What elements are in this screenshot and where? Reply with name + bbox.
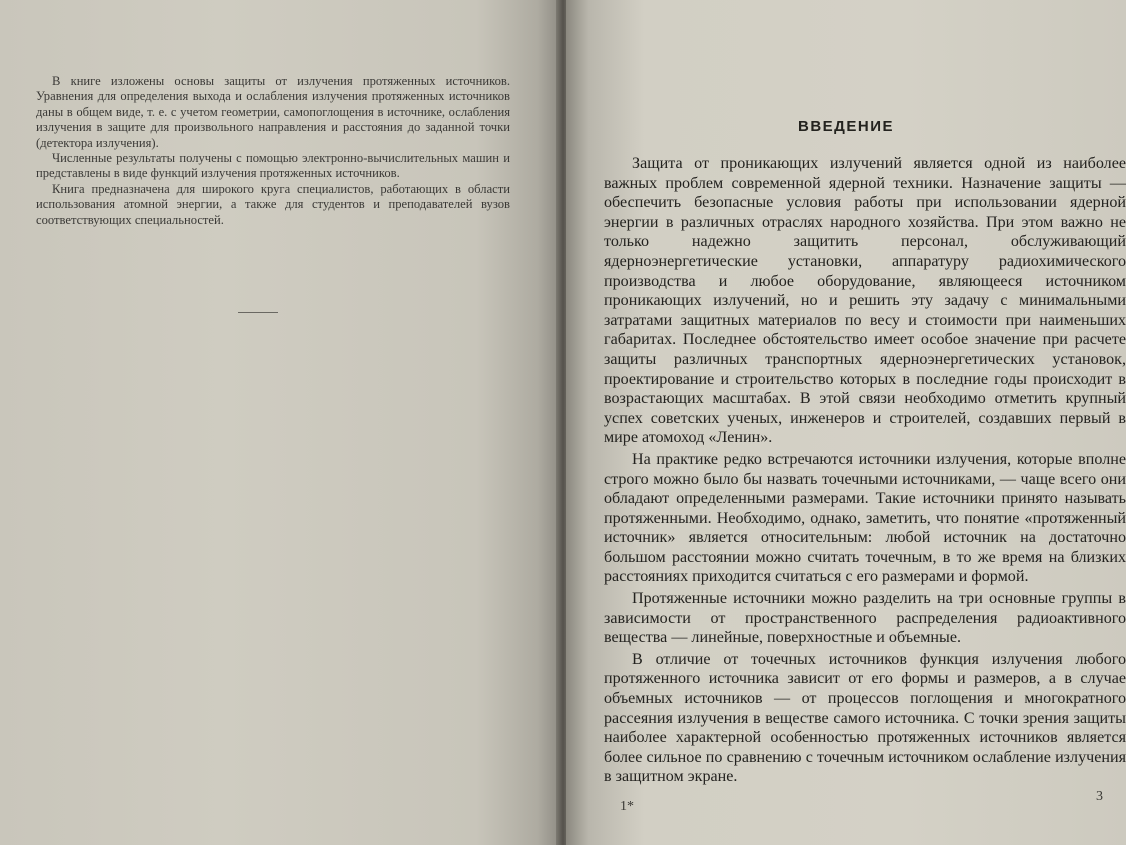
left-page	[0, 0, 560, 845]
annotation-text	[36, 74, 510, 228]
body-paragraph: Протяженные источники можно разделить на три основные группы в зависимости от пространственного распределения радиоактивного вещества — линейные, поверхностные и объемные.	[604, 590, 1126, 647]
introduction-text	[604, 154, 1126, 787]
chapter-title: ВВЕДЕНИЕ	[798, 118, 894, 135]
right-page	[566, 0, 1126, 845]
body-paragraph: На практике редко встречаются источники излучения, которые вполне строго можно было бы назвать точечными источниками, — чаще всего они обладают определенными размерами. Такие источники принято называть протяженными. Необходимо, однако, заметить, что понятие «протяженный источник» является относительным: любой источник на достаточно большом расстоянии можно считать точечным, в то же время на близких расстояниях приходится считаться с его размерами и формой.	[604, 450, 1126, 586]
signature-mark: 1*	[620, 799, 634, 814]
annotation-paragraph: Книга предназначена для широкого круга специалистов, работающих в области использования атомной энергии, а также для студентов и преподавателей вузов соответствующих специальностей.	[36, 181, 510, 227]
body-paragraph: В отличие от точечных источников функция излучения любого протяженного источника зависит от его формы и размеров, а в случае объемных источников — от процессов поглощения и многократного рассеяния излучения в веществе самого источника. С точки зрения защиты наиболее характерной особенностью протяженных источников является более сильное по сравнению с точечным источником ослабление излучения в защитном экране.	[604, 650, 1126, 786]
separator-rule	[238, 312, 278, 313]
page-number: 3	[1096, 789, 1103, 804]
annotation-paragraph: Численные результаты получены с помощью электронно-вычислительных машин и представлены в виде функций излучения протяженных источников.	[36, 151, 510, 181]
annotation-paragraph: В книге изложены основы защиты от излучения протяженных источников. Уравнения для определения выхода и ослабления излучения протяженных источников даны в общем виде, т. е. с учетом геометрии, самопоглощения в источнике, ослабления излучения в защите для произвольного направления и расстояния до заданной точки (детектора излучения).	[36, 74, 510, 150]
body-paragraph: Защита от проникающих излучений является одной из наиболее важных проблем современной ядерной техники. Назначение защиты — обеспечить безопасные условия работы при использовании ядерной энергии в различных отраслях народного хозяйства. При этом важно не только надежно защитить персонал, обслуживающий ядерноэнергетические установки, аппаратуру радиохимического производства и любое оборудование, являющееся источником проникающих излучений, но и решить эту задачу с минимальными затратами защитных материалов по весу и стоимости при наименьших габаритах. Последнее обстоятельство имеет особое значение при расчете защиты различных транспортных ядерноэнергетических установок, проектирование и строительство которых в последние годы происходит в возрастающих масштабах. В этой связи необходимо отметить крупный успех советских ученых, инженеров и строителей, создавших первый в мире атомоход «Ленин».	[604, 155, 1126, 447]
